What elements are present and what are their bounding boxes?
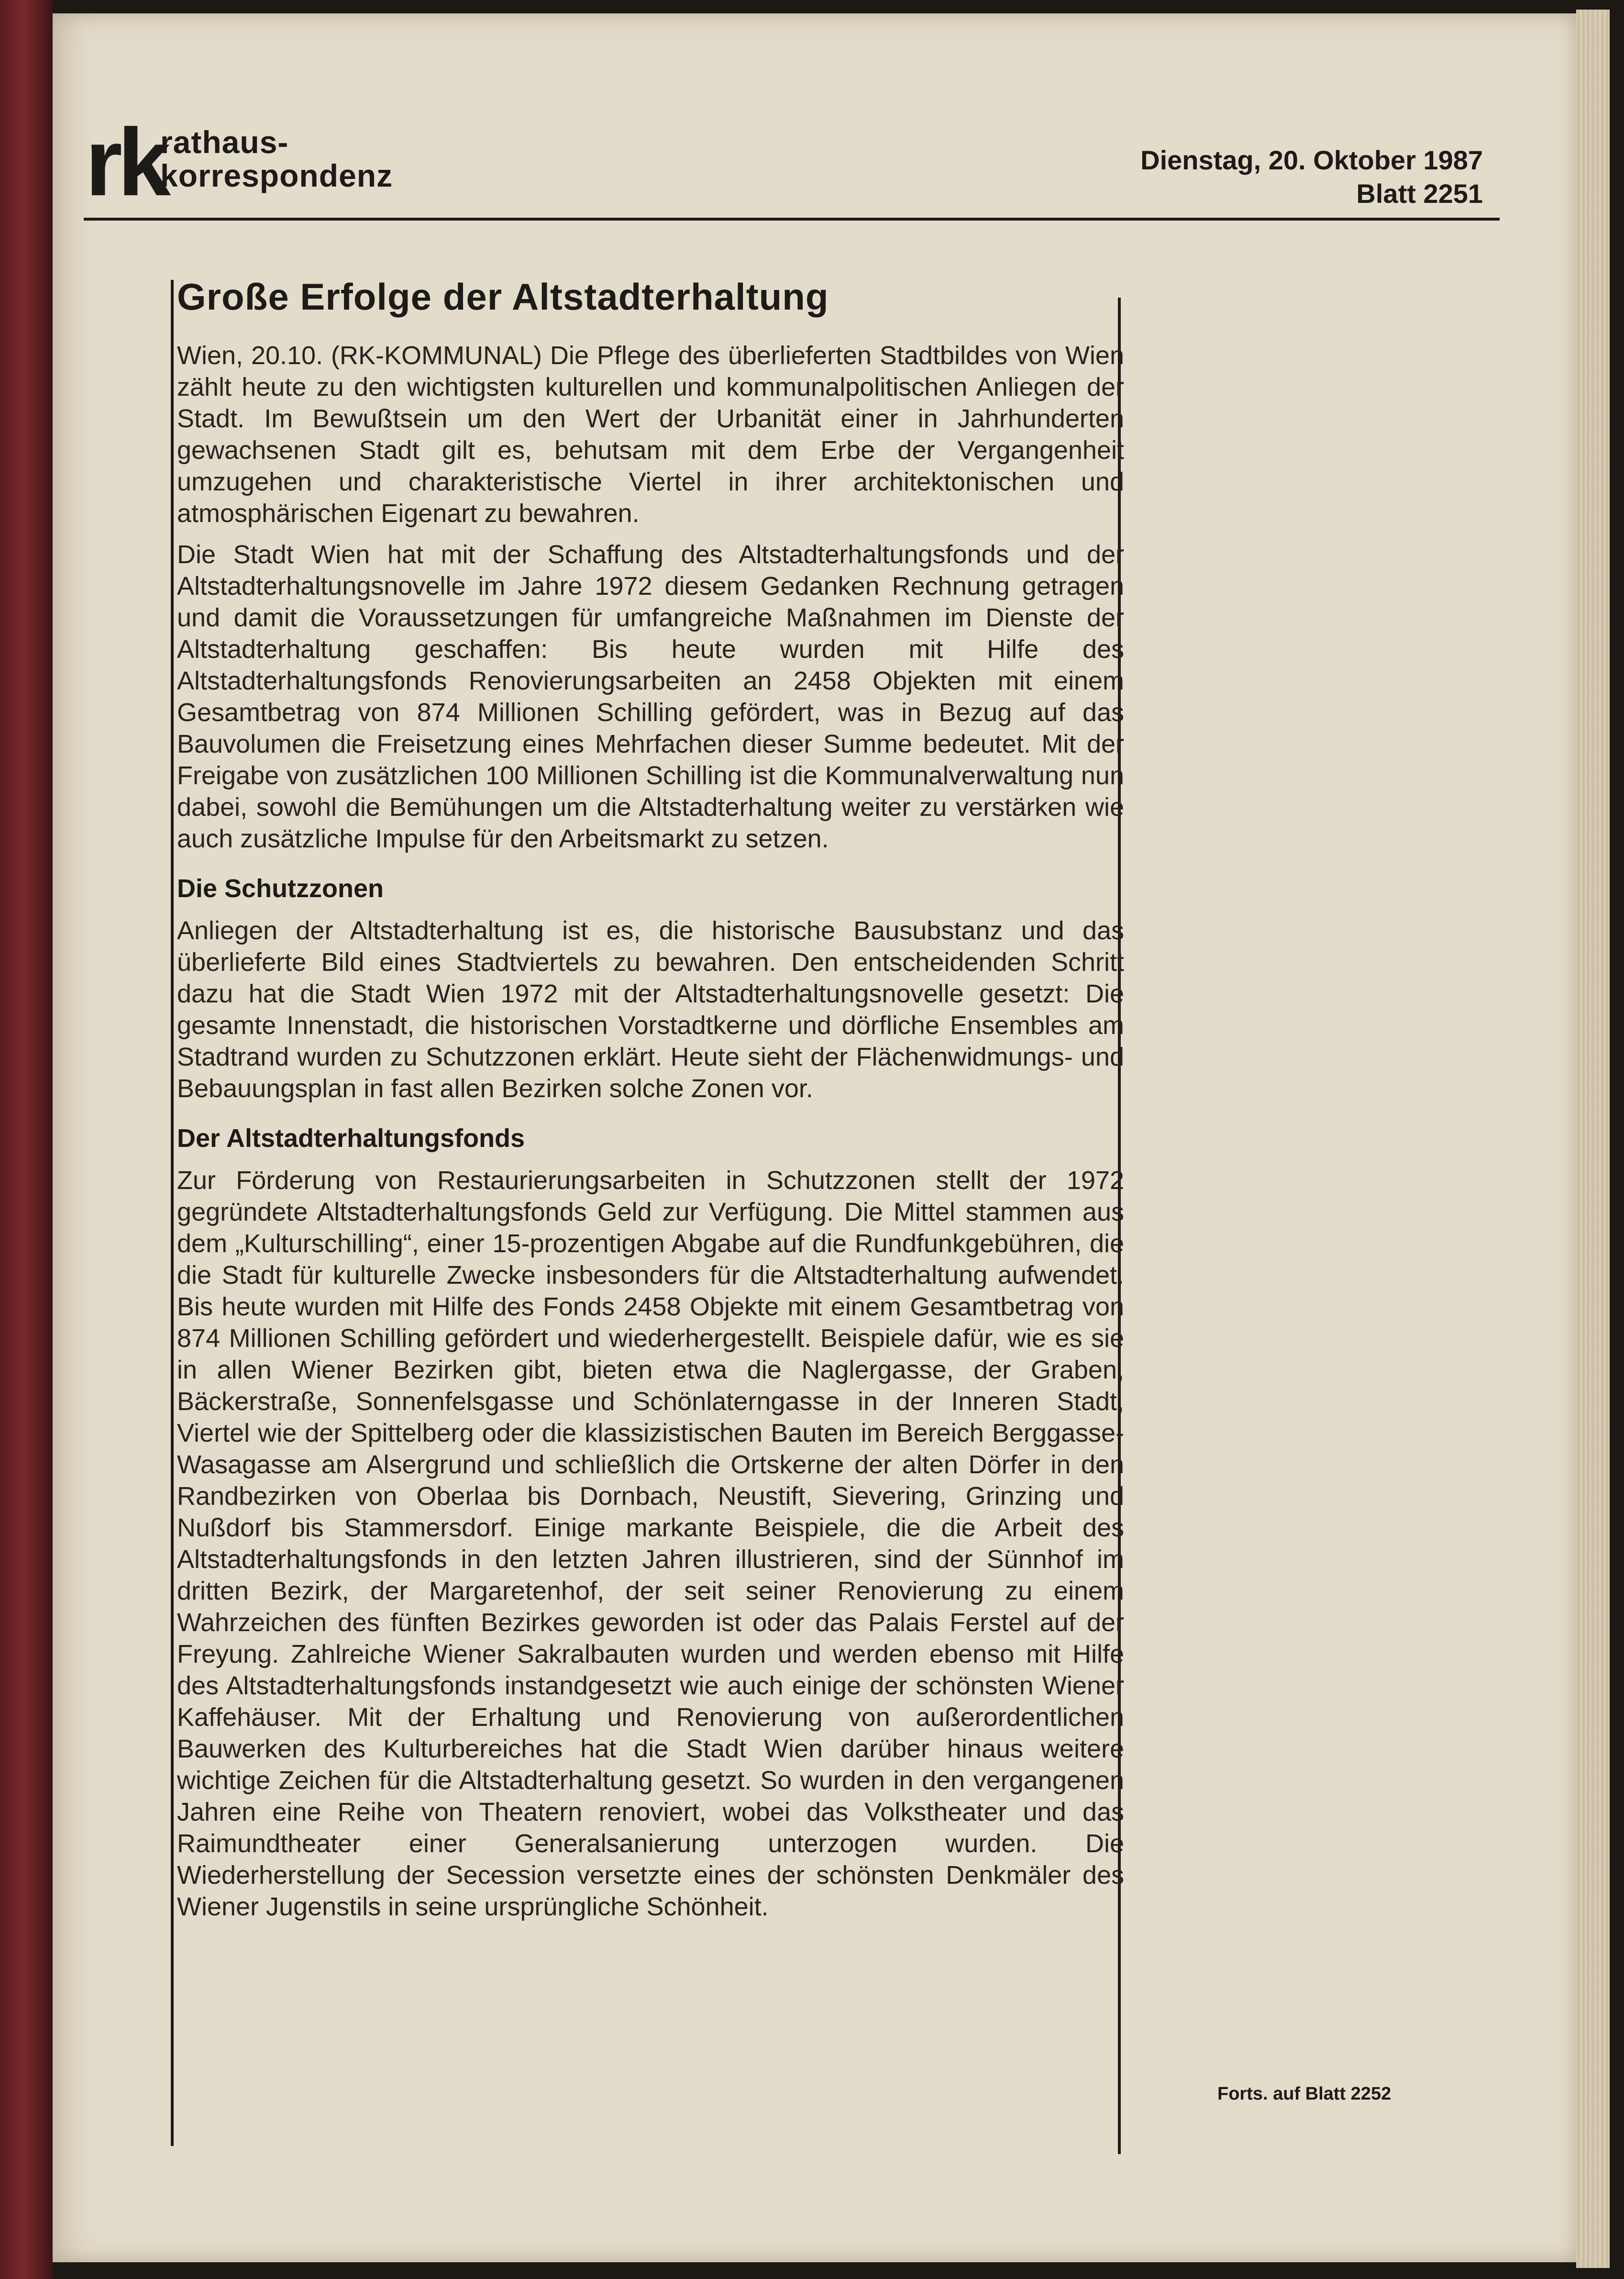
logo-line-1: rathaus- (160, 124, 289, 160)
logo-text (160, 125, 393, 192)
issue-date: Dienstag, 20. Oktober 1987 (1140, 145, 1483, 175)
continuation-note: Forts. auf Blatt 2252 (1217, 2084, 1392, 2104)
sheet-number: Blatt 2251 (1356, 178, 1483, 209)
section-heading-fonds: Der Altstadterhaltungsfonds (177, 1124, 525, 1153)
article-left-rule (171, 280, 174, 2146)
section-text-fonds: Zur Förderung von Restaurierungsarbeiten in Schutzzonen stellt der 1972 gegründete Altstadterhaltungsfonds Geld zur Verfügung. Die Mittel stammen aus dem „Kulturschilling“, einer 15-prozentigen Abgabe auf die Rundfunkgebühren, die die Stadt für kulturelle Zwecke insbesonders für die Altstadterhaltung aufwendet. Bis heute wurden mit Hilfe des Fonds 2458 Objekte mit einem Gesamtbetrag von 874 Millionen Schilling gefördert und wiederhergestellt. Beispiele dafür, wie es sie in allen Wiener Bezirken gibt, bieten etwa die Naglergasse, der Graben, Bäckerstraße, Sonnenfelsgasse und Schönlaterngasse in der Inneren Stadt, Viertel wie der Spittelberg oder die klassizistischen Bauten im Bereich Berggasse-Wasagasse am Alsergrund und schließlich die Ortskerne der alten Dörfer in den Randbezirken von Oberlaa bis Dornbach, Neustift, Sievering, Grinzing und Nußdorf bis Stammersdorf. Einige markante Beispiele, die die Arbeit des Altstadterhaltungsfonds in den letzten Jahren illustrieren, sind der Sünnhof im dritten Bezirk, der Margaretenhof, der seit seiner Renovierung zu einem Wahrzeichen des fünften Bezirkes geworden ist oder das Palais Ferstel auf der Freyung. Zahlreiche Wiener Sakralbauten wurden und werden ebenso mit Hilfe des Altstadterhaltungsfonds instandgesetzt wie auch einige der schönsten Wiener Kaffehäuser. Mit der Erhaltung und Renovierung von außerordentlichen Bauwerken des Kulturbereiches hat die Stadt Wien darüber hinaus weitere wichtige Zeichen für die Altstadterhaltung gesetzt. So wurden in den vergangenen Jahren eine Reihe von Theatern renoviert, wobei das Volkstheater und das Raimundtheater einer Generalsanierung unterzogen wurden. Die Wiederherstellung der Secession versetzte eines der schönsten Denkmäler des Wiener Jugenstils in seine ursprüngliche Schönheit. (177, 1166, 1124, 1921)
intro-paragraph-2: Die Stadt Wien hat mit der Schaffung des Altstadterhaltungsfonds und der Altstadterhaltungsnovelle im Jahre 1972 diesem Gedanken Rechnung getragen und damit die Voraussetzungen für umfangreiche Maßnahmen im Dienste der Altstadterhaltung geschaffen: Bis heute wurden mit Hilfe des Altstadterhaltungsfonds Renovierungsarbeiten an 2458 Objekten mit einem Gesamtbetrag von 874 Millionen Schilling gefördert, was in Bezug auf das Bauvolumen die Freisetzung eines Mehrfachen dieser Summe bedeutet. Mit der Freigabe von zusätzlichen 100 Millionen Schilling ist die Kommunalverwaltung nun dabei, sowohl die Bemühungen um die Altstadterhaltung weiter zu verstärken wie auch zusätzliche Impulse für den Arbeitsmarkt zu setzen. (177, 540, 1124, 853)
article-headline: Große Erfolge der Altstadterhaltung (177, 276, 829, 318)
article (177, 273, 1124, 1932)
header-meta (1140, 144, 1483, 211)
section-text-schutzzonen: Anliegen der Altstadterhaltung ist es, die historische Bausubstanz und das überlieferte Bild eines Stadtviertels zu bewahren. Den entscheidenden Schritt dazu hat die Stadt Wien 1972 mit der Altstadterhaltungsnovelle gesetzt: Die gesamte Innenstadt, die historischen Vorstadtkerne und dörfliche Ensembles am Stadtrand wurden zu Schutzzonen erklärt. Heute sieht der Flächenwidmungs- und Bebauungsplan in fast allen Bezirken solche Zonen vor. (177, 916, 1124, 1103)
book-binding (0, 0, 53, 2279)
logo-line-2: korrespondenz (160, 158, 393, 193)
intro-paragraph-1: Wien, 20.10. (RK-KOMMUNAL) Die Pflege des überlieferten Stadtbildes von Wien zählt heute zu den wichtigsten kulturellen und kommunalpolitischen Anliegen der Stadt. Im Bewußtsein um den Wert der Urbanität einer in Jahrhunderten gewachsenen Stadt gilt es, behutsam mit dem Erbe der Vergangenheit umzugehen und charakteristische Viertel in ihrer architektonischen und atmosphärischen Eigenart zu bewahren. (177, 341, 1124, 528)
section-heading-schutzzonen: Die Schutzzonen (177, 874, 384, 903)
page-edge (1576, 10, 1610, 2268)
logo-mark: rk (85, 109, 166, 216)
header-divider (84, 218, 1500, 221)
